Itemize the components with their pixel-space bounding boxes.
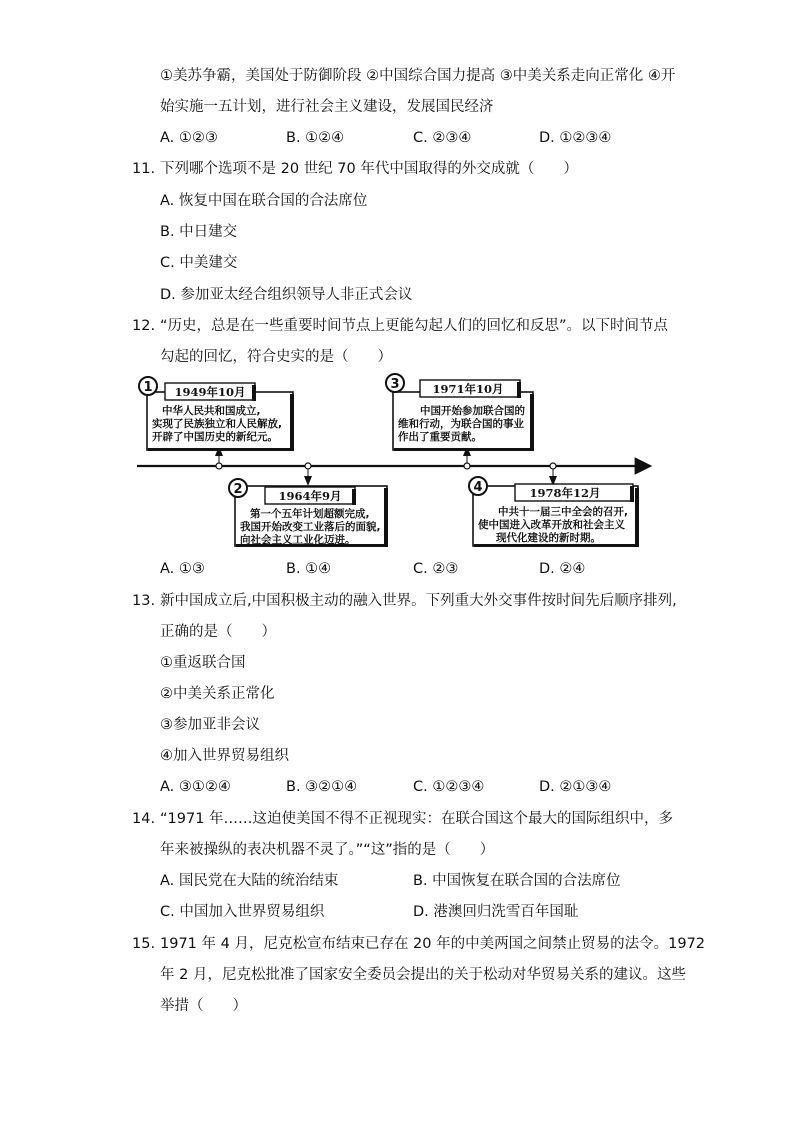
q13-option-c: C. ①②③④ — [413, 779, 485, 795]
timeline-event-1-line2: 实现了民族独立和人民解放, — [152, 418, 282, 430]
q11-option-a: A. 恢复中国在联合国的合法席位 — [160, 193, 368, 209]
timeline-event-2-date: 1964年9月 — [278, 489, 342, 503]
q10-stem-line1: ①美苏争霸，美国处于防御阶段 ②中国综合国力提高 ③中美关系走向正常化 ④开 — [160, 68, 676, 84]
q10-option-d: D. ①②③④ — [539, 130, 612, 146]
q13-item-1: ①重返联合国 — [160, 655, 246, 671]
q14-option-a: A. 国民党在大陆的统治结束 — [160, 873, 339, 889]
timeline-event-3 — [386, 374, 534, 463]
q12-option-d: D. ②④ — [539, 561, 586, 577]
q15-number: 15. — [132, 936, 156, 952]
q15-stem-line2: 年 2 月，尼克松批准了国家安全委员会提出的关于松动对华贸易关系的建议。这些 — [160, 967, 686, 983]
timeline-event-1-line1: 中华人民共和国成立, — [162, 405, 261, 417]
timeline-event-3-line1: 中国开始参加联合国的 — [420, 405, 525, 417]
timeline-event-3-number: 3 — [390, 377, 400, 392]
timeline-event-1-line3: 开辟了中国历史的新纪元。 — [152, 431, 278, 443]
timeline-event-1 — [139, 377, 294, 463]
q14-stem-line2: 年来被操纵的表决机器不灵了。”“这”指的是（ ） — [160, 842, 495, 858]
q12-timeline-figure — [135, 372, 660, 554]
timeline-event-4-line2: 使中国进入改革开放和社会主义 — [478, 519, 625, 531]
q13-item-3: ③参加亚非会议 — [160, 717, 260, 733]
timeline-event-2-line3: 向社会主义工业化迈进。 — [240, 534, 356, 546]
timeline-event-3-date: 1971年10月 — [432, 382, 504, 396]
timeline-node-4 — [550, 463, 556, 469]
q11-stem: 下列哪个选项不是 20 世纪 70 年代中国取得的外交成就（ ） — [160, 161, 578, 177]
q11-option-c: C. 中美建交 — [160, 255, 238, 271]
timeline-event-1-date: 1949年10月 — [174, 385, 246, 399]
q14-option-b: B. 中国恢复在联合国的合法席位 — [413, 873, 621, 889]
q12-stem-line2: 勾起的回忆，符合史实的是（ ） — [160, 349, 392, 365]
q13-option-d: D. ②①③④ — [539, 779, 612, 795]
timeline-event-3-line3: 作出了重要贡献。 — [398, 431, 482, 443]
timeline-event-2 — [229, 469, 388, 547]
q15-stem-line3: 举措（ ） — [160, 998, 247, 1014]
q11-number: 11. — [132, 161, 156, 177]
timeline-event-4-date: 1978年12月 — [529, 486, 601, 500]
timeline-event-3-line2: 维和行动，为联合国的事业 — [398, 418, 524, 430]
timeline-event-4 — [469, 469, 639, 547]
q12-number: 12. — [132, 318, 156, 334]
q12-option-b: B. ①④ — [286, 561, 332, 577]
q11-option-d: D. 参加亚太经合组织领导人非正式会议 — [160, 287, 413, 303]
timeline-node-1 — [216, 463, 222, 469]
timeline-event-1-number: 1 — [143, 380, 153, 395]
q15-stem-line1: 1971 年 4 月，尼克松宣布结束已存在 20 年的中美两国之间禁止贸易的法令。1972 — [160, 936, 706, 952]
q13-number: 13. — [132, 593, 156, 609]
q13-item-4: ④加入世界贸易组织 — [160, 748, 289, 764]
timeline-event-2-line1: 第一个五年计划超额完成, — [250, 508, 370, 520]
timeline-event-2-number: 2 — [233, 482, 243, 497]
q14-number: 14. — [132, 811, 156, 827]
timeline-event-4-number: 4 — [473, 480, 483, 495]
timeline-node-2 — [305, 463, 311, 469]
q12-stem-line1: “历史，总是在一些重要时间节点上更能勾起人们的回忆和反思”。以下时间节点 — [160, 318, 669, 334]
q12-option-a: A. ①③ — [160, 561, 205, 577]
q10-option-b: B. ①②④ — [286, 130, 345, 146]
timeline-node-3 — [464, 463, 470, 469]
q14-option-c: C. 中国加入世界贸易组织 — [160, 904, 325, 920]
q13-item-2: ②中美关系正常化 — [160, 686, 275, 702]
q12-option-c: C. ②③ — [413, 561, 459, 577]
timeline-event-4-line3: 现代化建设的新时期。 — [496, 532, 601, 544]
q14-option-d: D. 港澳回归洗雪百年国耻 — [413, 904, 579, 920]
q10-option-c: C. ②③④ — [413, 130, 472, 146]
q10-stem-line2: 始实施一五计划，进行社会主义建设，发展国民经济 — [160, 99, 494, 115]
q13-option-a: A. ③①②④ — [160, 779, 231, 795]
q10-option-a: A. ①②③ — [160, 130, 218, 146]
q13-option-b: B. ③②①④ — [286, 779, 358, 795]
timeline-event-4-line1: 中共十一届三中全会的召开, — [498, 506, 628, 518]
q14-stem-line1: “1971 年……这迫使美国不得不正视现实：在联合国这个最大的国际组织中，多 — [160, 811, 674, 827]
q13-stem-line2: 正确的是（ ） — [160, 624, 276, 640]
q13-stem-line1: 新中国成立后,中国积极主动的融入世界。下列重大外交事件按时间先后顺序排列, — [160, 593, 677, 609]
timeline-event-2-line2: 我国开始改变工业落后的面貌, — [240, 521, 381, 533]
q11-option-b: B. 中日建交 — [160, 224, 238, 240]
